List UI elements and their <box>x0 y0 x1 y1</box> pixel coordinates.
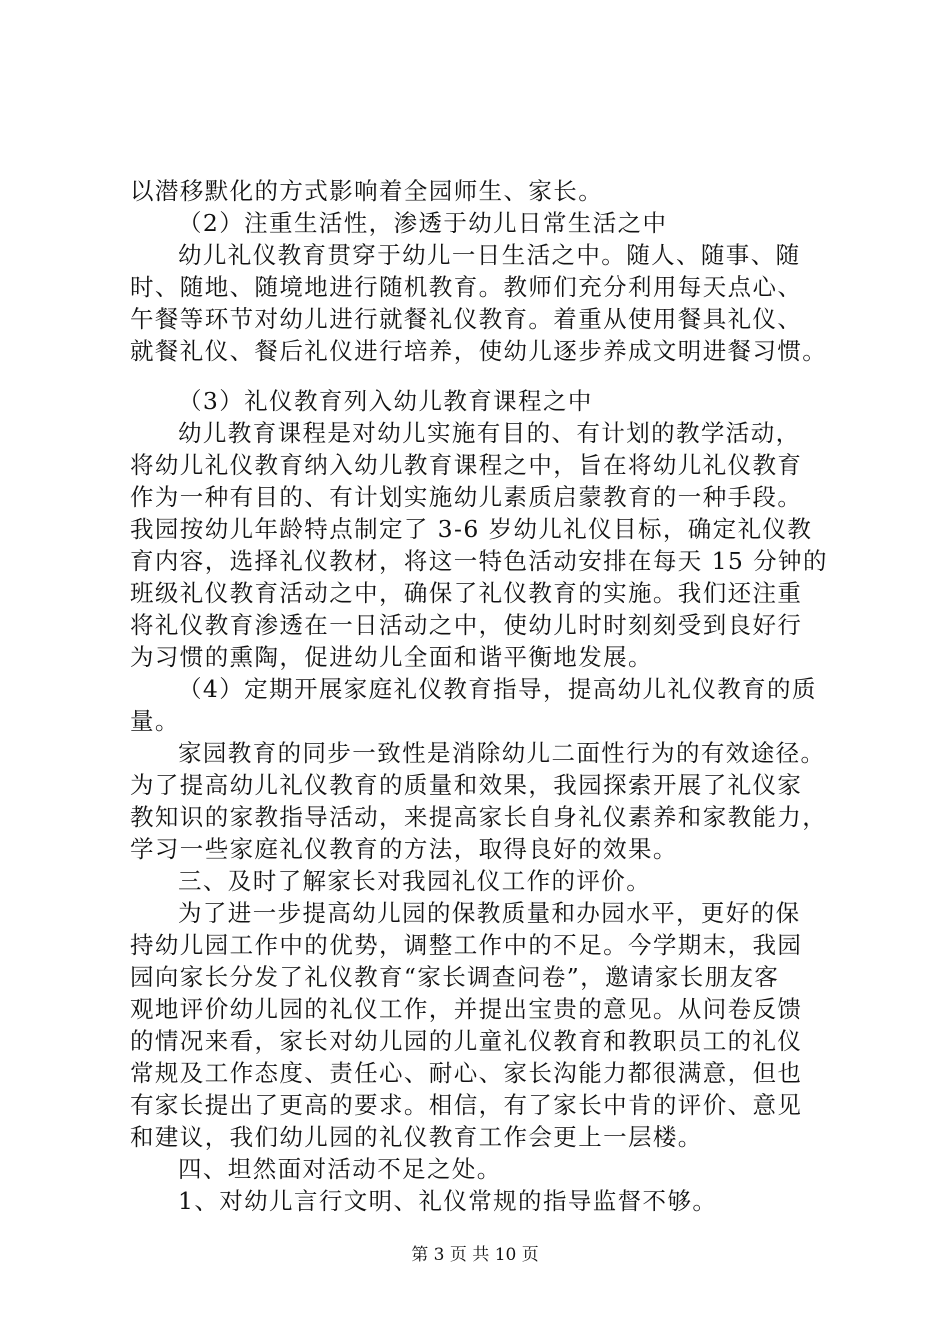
text-line: 我园按幼儿年龄特点制定了 3-6 岁幼儿礼仪目标，确定礼仪教 <box>130 515 813 543</box>
section-heading: 四、坦然面对活动不足之处。 <box>178 1155 502 1183</box>
text-line: 作为一种有目的、有计划实施幼儿素质启蒙教育的一种手段。 <box>130 483 803 511</box>
text-line: 观地评价幼儿园的礼仪工作，并提出宝贵的意见。从问卷反馈 <box>130 995 803 1023</box>
section-heading: （3）礼仪教育列入幼儿教育课程之中 <box>178 387 593 415</box>
text-line: 和建议，我们幼儿园的礼仪教育工作会更上一层楼。 <box>130 1123 703 1151</box>
text-line: 午餐等环节对幼儿进行就餐礼仪教育。着重从使用餐具礼仪、 <box>130 305 803 333</box>
text-line: 常规及工作态度、责任心、耐心、家长沟能力都很满意，但也 <box>130 1059 803 1087</box>
section-heading: （2）注重生活性，渗透于幼儿日常生活之中 <box>178 209 668 237</box>
text-line: 幼儿教育课程是对幼儿实施有目的、有计划的教学活动， <box>178 419 801 447</box>
text-line: 1、对幼儿言行文明、礼仪常规的指导监督不够。 <box>178 1187 718 1215</box>
text-line: 为了进一步提高幼儿园的保教质量和办园水平，更好的保 <box>178 899 801 927</box>
text-line: 班级礼仪教育活动之中，确保了礼仪教育的实施。我们还注重 <box>130 579 803 607</box>
text-line: 园向家长分发了礼仪教育“家长调查问卷”，邀请家长朋友客 <box>130 963 780 991</box>
text-line: 将幼儿礼仪教育纳入幼儿教育课程之中，旨在将幼儿礼仪教育 <box>130 451 803 479</box>
text-line: 育内容，选择礼仪教材，将这一特色活动安排在每天 15 分钟的 <box>130 547 828 575</box>
text-line: 的情况来看，家长对幼儿园的儿童礼仪教育和教职员工的礼仪 <box>130 1027 803 1055</box>
section-heading-continued: 量。 <box>130 707 180 735</box>
text-line: 幼儿礼仪教育贯穿于幼儿一日生活之中。随人、随事、随 <box>178 241 801 269</box>
text-line: 持幼儿园工作中的优势，调整工作中的不足。今学期末，我园 <box>130 931 803 959</box>
text-line: 就餐礼仪、餐后礼仪进行培养，使幼儿逐步养成文明进餐习惯。 <box>130 337 828 365</box>
text-line: 有家长提出了更高的要求。相信，有了家长中肯的评价、意见 <box>130 1091 803 1119</box>
section-heading: （4）定期开展家庭礼仪教育指导，提高幼儿礼仪教育的质 <box>178 675 817 703</box>
page-number-footer: 第 3 页 共 10 页 <box>411 1245 539 1265</box>
section-heading: 三、及时了解家长对我园礼仪工作的评价。 <box>178 867 652 895</box>
text-line: 家园教育的同步一致性是消除幼儿二面性行为的有效途径。 <box>178 739 826 767</box>
text-line: 教知识的家教指导活动，来提高家长自身礼仪素养和家教能力， <box>130 803 828 831</box>
text-line: 以潜移默化的方式影响着全园师生、家长。 <box>130 177 604 205</box>
text-line: 为了提高幼儿礼仪教育的质量和效果，我园探索开展了礼仪家 <box>130 771 803 799</box>
text-line: 为习惯的熏陶，促进幼儿全面和谐平衡地发展。 <box>130 643 653 671</box>
text-line: 将礼仪教育渗透在一日活动之中，使幼儿时时刻刻受到良好行 <box>130 611 803 639</box>
text-line: 时、随地、随境地进行随机教育。教师们充分利用每天点心、 <box>130 273 803 301</box>
text-line: 学习一些家庭礼仪教育的方法，取得良好的效果。 <box>130 835 678 863</box>
